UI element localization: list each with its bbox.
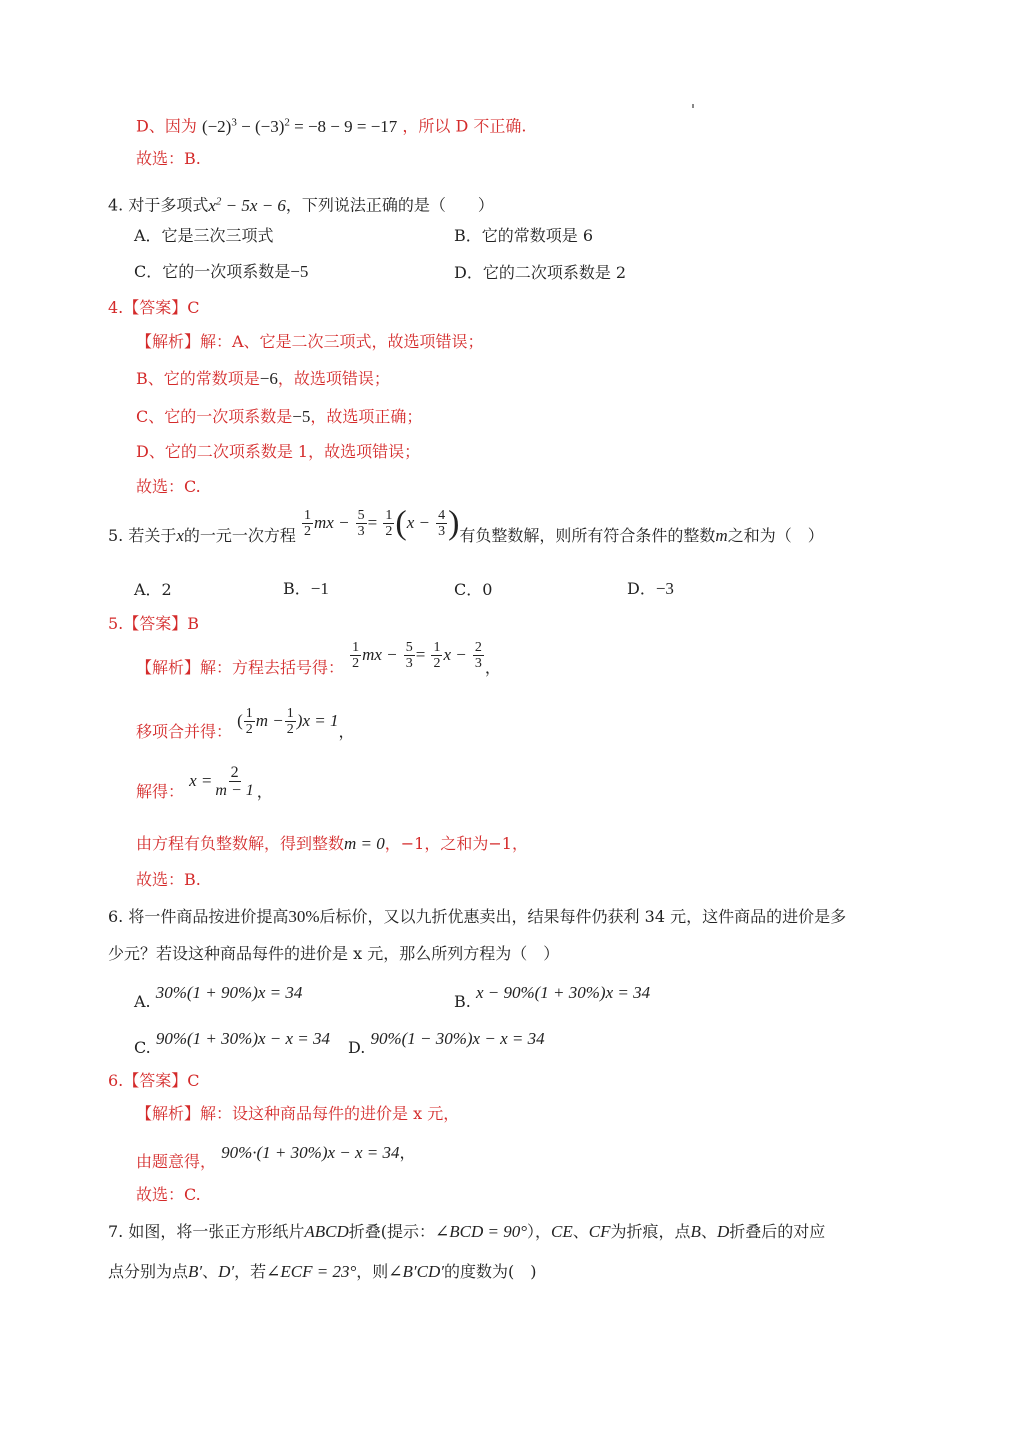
- q6-analysis-line-2: 由题意得， 90%·(1 + 30%)x − x = 34，: [136, 1143, 416, 1171]
- q6-conclusion: 故选：C.: [136, 1185, 201, 1204]
- q4-analysis-line-3: C、它的一次项系数是−5，故选项正确；: [136, 407, 423, 426]
- q6-option-d: D. 90%(1 − 30%)x − x = 34: [348, 1029, 545, 1057]
- q6-option-a: A. 30%(1 + 90%)x = 34: [134, 983, 303, 1011]
- q3-option-d-explanation: D、因为 $(-2)^3 - (-3)^2 = -8 - 9 = -17$ ，所以 D 不正确.: [136, 116, 527, 136]
- q4-analysis-line-4: D、它的二次项系数是 1，故选项错误；: [136, 442, 421, 461]
- q4-option-c: C．它的一次项系数是−5: [134, 262, 309, 281]
- q5-equation: $\frac{1}{2}$ mx − $\frac{5}{3}$ = $\frac{1}{2}$ (x − $\frac{4}{3}$ ): [304, 504, 460, 541]
- q7-stem-line-2: 点分别为点B′、D′，若∠ECF = 23°，则∠B′CD′的度数为( ): [108, 1262, 537, 1281]
- q4-stem: 4. 对于多项式$x^2 - 5x - 6$，下列说法正确的是（ ）: [108, 195, 494, 215]
- q5-step-3: 解得： x = $\frac{2}{m - 1}$ ，: [136, 763, 273, 801]
- q4-option-b: B．它的常数项是 6: [454, 226, 594, 245]
- q5-step-2: 移项合并得： ( $\frac{1}{2}$ m − $\frac{1}{2}$ )x = 1，: [136, 705, 355, 741]
- q6-analysis-line-1: 【解析】解：设这种商品每件的进价是 x 元，: [136, 1104, 460, 1123]
- q4-option-d: D．它的二次项系数是 2: [454, 263, 627, 282]
- q5-answer: 5.【答案】B: [108, 614, 200, 633]
- q6-answer: 6.【答案】C: [108, 1071, 200, 1090]
- q4-option-a: A．它是三次三项式: [134, 226, 274, 245]
- q5-option-a: A．2: [134, 580, 172, 599]
- q5-conclusion: 故选：B.: [136, 870, 201, 889]
- stray-mark: [692, 104, 694, 108]
- q5-step-1: 【解析】解：方程去括号得： $\frac{1}{2}$ mx − $\frac{5}{3}$ = $\frac{1}{2}$ x − $\frac{2}{3}$ ，: [136, 639, 501, 677]
- q5-option-d: D．−3: [627, 579, 674, 598]
- q5-option-c: C．0: [454, 580, 493, 599]
- q5-stem: 5. 若关于x的一元一次方程 $\frac{1}{2}$ mx − $\frac{5}{3}$ = $\frac{1}{2}$ (x − $\frac{4}{3}$ )有负整数解，则所有符合条件的整数m之和为（ ）: [108, 508, 824, 565]
- q4-analysis-line-1: 【解析】解：A、它是二次三项式，故选项错误；: [136, 332, 484, 351]
- q7-stem-line-1: 7. 如图，将一张正方形纸片ABCD折叠(提示：∠BCD = 90°），CE、CF为折痕，点B、D折叠后的对应: [108, 1222, 826, 1241]
- q3-conclusion: 故选：B.: [136, 149, 201, 168]
- q4-conclusion: 故选：C.: [136, 477, 201, 496]
- q3-option-d-formula: $(-2)^3 - (-3)^2 = -8 - 9 = -17$: [201, 116, 398, 136]
- q6-option-b: B. x − 90%(1 + 30%)x = 34: [454, 983, 651, 1011]
- q5-option-b: B．−1: [283, 579, 329, 598]
- q5-step-4: 由方程有负整数解，得到整数m = 0，−1，之和为−1，: [136, 834, 528, 853]
- q6-option-c: C. 90%(1 + 30%)x − x = 34: [134, 1029, 331, 1057]
- q4-polynomial: $x^2 - 5x - 6$: [208, 195, 286, 215]
- q6-stem-line-1: 6. 将一件商品按进价提高30%后标价，又以九折优惠卖出，结果每件仍获利 34 元，这件商品的进价是多: [108, 907, 847, 926]
- q4-answer: 4.【答案】C: [108, 298, 200, 317]
- q4-analysis-line-2: B、它的常数项是−6，故选项错误；: [136, 369, 390, 388]
- q6-stem-line-2: 少元？若设这种商品每件的进价是 x 元，那么所列方程为（ ）: [108, 944, 560, 963]
